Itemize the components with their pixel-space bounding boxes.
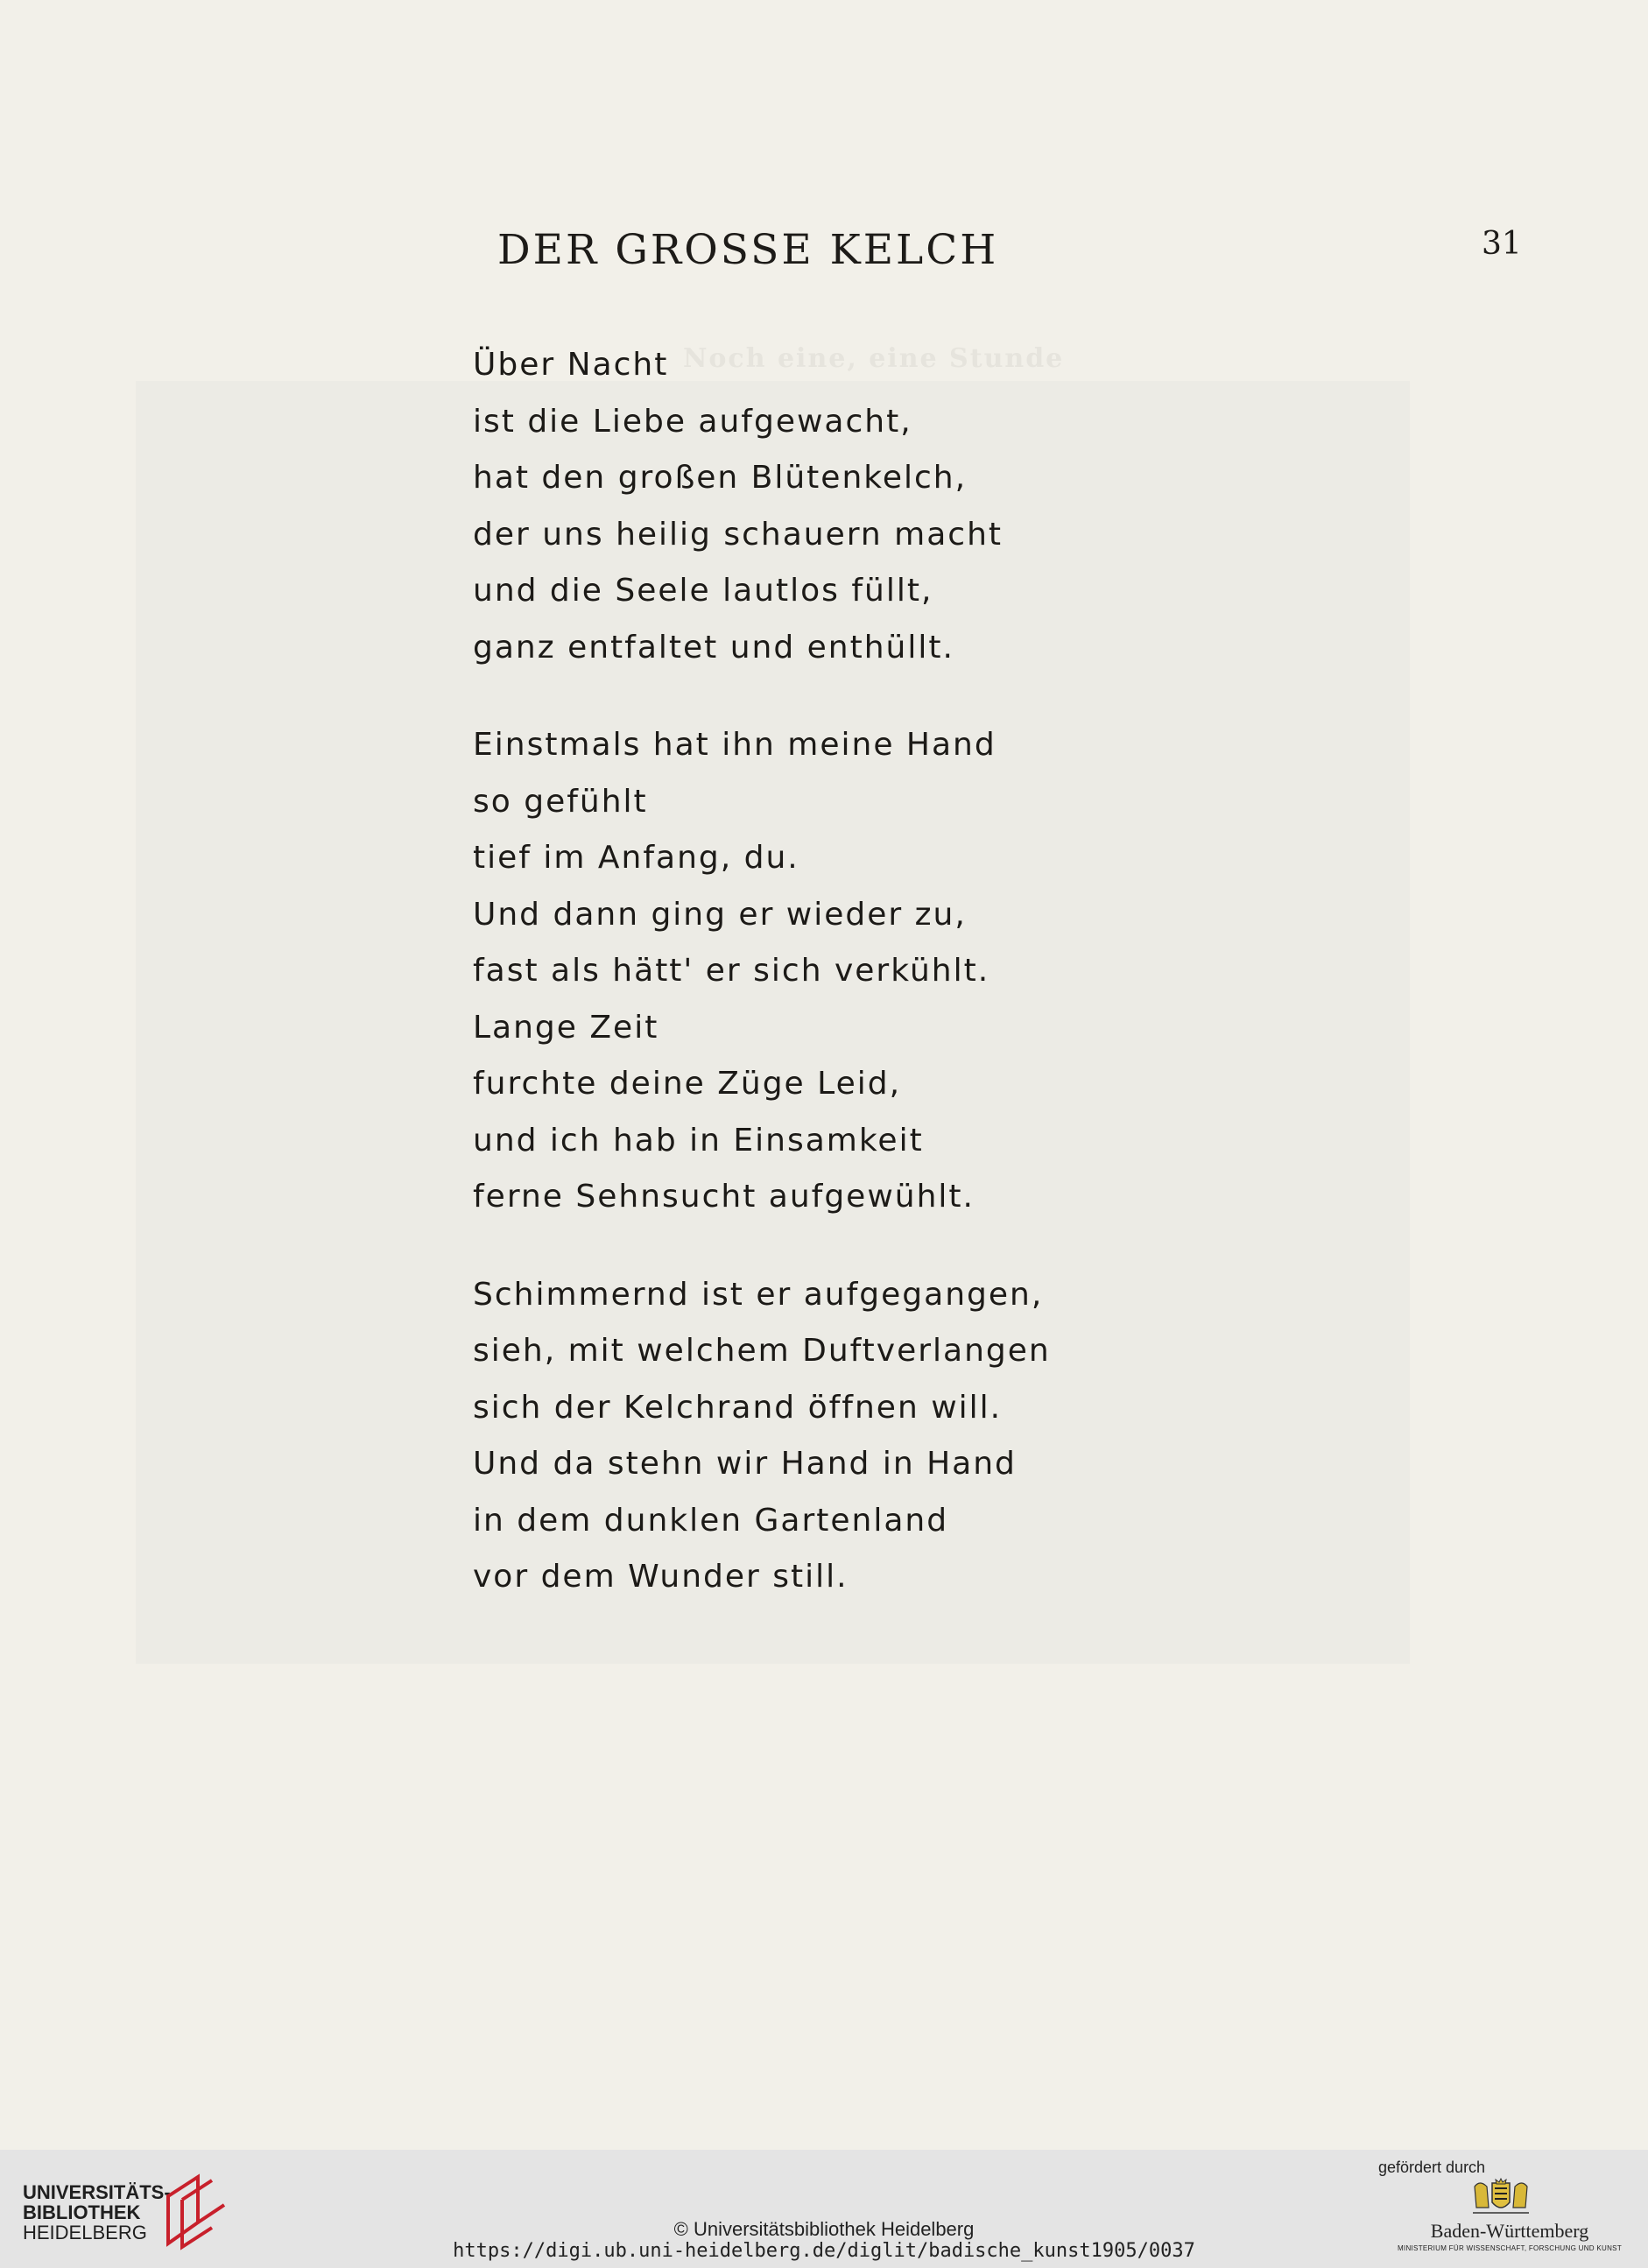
- poem-line: ganz entfaltet und enthüllt.: [473, 629, 954, 666]
- permalink-url[interactable]: https://digi.ub.uni-heidelberg.de/diglit/badische_kunst1905/0037: [453, 2240, 1195, 2262]
- library-name-line2: BIBLIOTHEK: [23, 2201, 141, 2223]
- sponsor-block: [1378, 2159, 1641, 2264]
- poem-line: fast als hätt' er sich verkühlt.: [473, 953, 990, 989]
- poem-line: Schimmernd ist er aufgegangen,: [473, 1276, 1044, 1313]
- poem-line: sieh, mit welchem Duftverlangen: [473, 1333, 1051, 1369]
- page-number: 31: [1482, 226, 1522, 262]
- poem-line: Lange Zeit: [473, 1009, 659, 1046]
- poem-line: so gefühlt: [473, 783, 648, 820]
- poem-body: [473, 337, 1173, 1647]
- show-through-text: Noch eine, eine Stunde: [683, 343, 1065, 374]
- poem-line: Und dann ging er wieder zu,: [473, 896, 967, 933]
- coat-of-arms-icon: [1466, 2178, 1536, 2218]
- library-name-line3: HEIDELBERG: [23, 2222, 147, 2243]
- sponsor-name: Baden-Württemberg: [1430, 2220, 1589, 2242]
- poem-line: Einstmals hat ihn meine Hand: [473, 727, 997, 763]
- library-name-line1: UNIVERSITÄTS-: [23, 2181, 171, 2203]
- poem-line: und die Seele lautlos füllt,: [473, 573, 933, 609]
- poem-line: der uns heilig schauern macht: [473, 516, 1004, 553]
- poem-line: vor dem Wunder still.: [473, 1559, 849, 1595]
- poem-line: hat den großen Blütenkelch,: [473, 460, 968, 496]
- stanza-3: [473, 1267, 1173, 1606]
- poem-line: ist die Liebe aufgewacht,: [473, 403, 912, 440]
- copyright-notice: © Universitätsbibliothek Heidelberg: [673, 2218, 975, 2240]
- poem-title: DER GROSSE KELCH: [497, 226, 999, 274]
- stanza-1: [473, 337, 1173, 676]
- poem-line: Und da stehn wir Hand in Hand: [473, 1446, 1017, 1482]
- poem-line: sich der Kelchrand öffnen will.: [473, 1389, 1003, 1426]
- poem-line: und ich hab in Einsamkeit: [473, 1122, 924, 1159]
- stanza-2: [473, 717, 1173, 1226]
- poem-line: tief im Anfang, du.: [473, 840, 799, 876]
- poem-line: Über Nacht: [473, 347, 669, 383]
- poem-line: furchte deine Züge Leid,: [473, 1066, 902, 1102]
- sponsor-label: gefördert durch: [1378, 2159, 1486, 2176]
- poem-line: ferne Sehnsucht aufgewühlt.: [473, 1179, 975, 1215]
- poem-line: in dem dunklen Gartenland: [473, 1502, 949, 1539]
- sponsor-ministry: MINISTERIUM FÜR WISSENSCHAFT, FORSCHUNG UND KUNST: [1397, 2244, 1623, 2252]
